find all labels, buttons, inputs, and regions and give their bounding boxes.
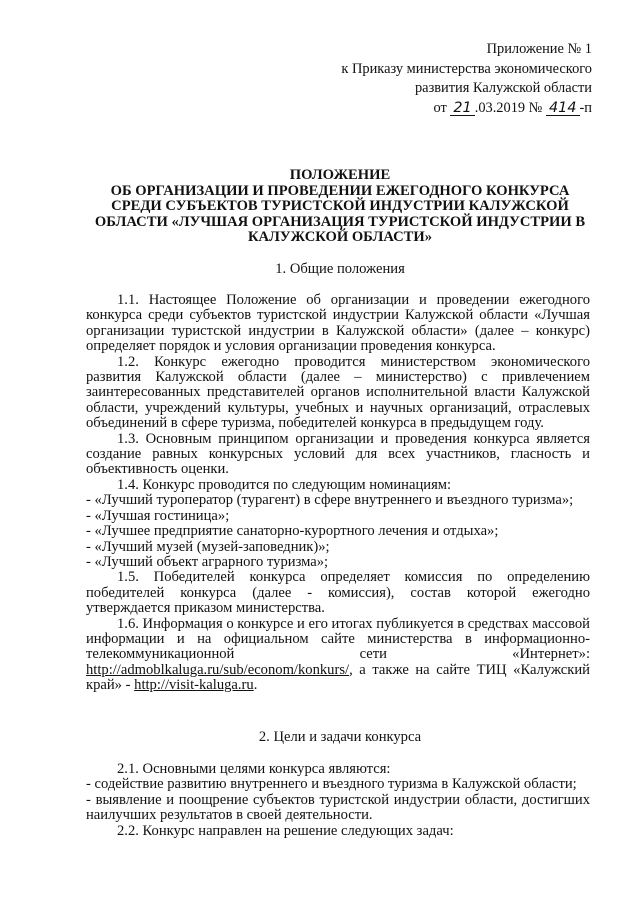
nomination-item: - «Лучшая гостиница»; <box>86 507 230 524</box>
paragraph-1-1: 1.1. Настоящее Положение об организации и проведении ежегодного конкурса среди субъектов туристской индустрии Калужской области «Лучшая организации туристской индустрии в Калужской области» (далее – конкурс) определяет порядок и условия организации проведения конкурса. <box>86 292 590 355</box>
title-line-1: ПОЛОЖЕНИЕ <box>289 167 391 183</box>
paragraph-2-1: 2.1. Основными целями конкурса являются: <box>117 761 391 777</box>
section-2-body <box>86 762 590 839</box>
date-prefix: от <box>433 99 447 116</box>
section-1-body <box>86 293 590 694</box>
ministry-website-link[interactable]: http://admoblkaluga.ru/sub/econom/konkurs/ <box>86 661 350 678</box>
paragraph-1-2: 1.2. Конкурс ежегодно проводится министерством экономического развития Калужской области (далее – министерство) с привлечением заинтересованных представителей органов исполнительной власти Калужской области, учреждений культуры, учебных и научных организаций, отраслевых объединений в сфере туризма, победителей конкурса в предыдущем году. <box>86 353 590 432</box>
handwritten-day: 21 <box>450 102 474 116</box>
appendix-line-1: Приложение № 1 <box>486 41 592 57</box>
title-line-3: СРЕДИ СУБЪЕКТОВ ТУРИСТСКОЙ ИНДУСТРИИ КАЛУЖСКОЙ <box>111 198 569 215</box>
paragraph-1-4: 1.4. Конкурс проводится по следующим номинациям: <box>117 476 452 493</box>
paragraph-1-6 <box>86 617 590 694</box>
goal-item: - содействие развитию внутреннего и въездного туризма в Калужской области; <box>86 776 577 793</box>
nomination-item: - «Лучшее предприятие санаторно-курортного лечения и отдыха»; <box>86 523 499 540</box>
section-1-heading: 1. Общие положения <box>275 261 405 277</box>
document-title <box>80 168 600 246</box>
paragraph-1-6-end: . <box>253 677 258 694</box>
tic-website-link[interactable]: http://visit-kaluga.ru <box>134 677 254 694</box>
appendix-date-line <box>341 99 592 119</box>
nomination-item: - «Лучший туроператор (турагент) в сфере внутреннего и въездного туризма»; <box>86 492 574 509</box>
order-suffix: -п <box>579 99 592 116</box>
appendix-line-2: к Приказу министерства экономического <box>341 60 592 77</box>
handwritten-order-number: 414 <box>546 102 579 116</box>
paragraph-1-3: 1.3. Основным принципом организации и проведения конкурса является создание равных конкурсных условий для всех участников, гласность и объективность оценки. <box>86 430 590 478</box>
paragraph-1-6-mid: , а также на сайте ТИЦ «Калужский край» - <box>86 661 590 694</box>
title-line-2: ОБ ОРГАНИЗАЦИИ И ПРОВЕДЕНИИ ЕЖЕГОДНОГО КОНКУРСА <box>110 182 570 199</box>
title-line-4: ОБЛАСТИ «ЛУЧШАЯ ОРГАНИЗАЦИЯ ТУРИСТСКОЙ ИНДУСТРИИ В <box>94 213 586 230</box>
appendix-line-3: развития Калужской области <box>414 80 592 96</box>
paragraph-1-5: 1.5. Победителей конкурса определяет комиссия по определению победителей конкурса (далее - комиссия), состав которой ежегодно утверждается приказом министерства. <box>86 569 590 617</box>
nomination-item: - «Лучший объект аграрного туризма»; <box>86 553 329 570</box>
section-2-heading: 2. Цели и задачи конкурса <box>258 729 422 745</box>
paragraph-1-6-text: 1.6. Информация о конкурсе и его итогах публикуется в средствах массовой информации и на официальном сайте министерства в информационно-телекоммуникационной сети «Интернет»: <box>86 615 590 663</box>
appendix-header <box>341 40 592 118</box>
date-rest: .03.2019 № <box>474 99 543 116</box>
nomination-item: - «Лучший музей (музей-заповедник)»; <box>86 538 330 555</box>
goal-item: - выявление и поощрение субъектов туристской индустрии области, достигших наилучших результатов в своей деятельности. <box>86 791 590 824</box>
title-line-5: КАЛУЖСКОЙ ОБЛАСТИ» <box>247 229 433 246</box>
paragraph-2-2: 2.2. Конкурс направлен на решение следующих задач: <box>117 822 454 839</box>
